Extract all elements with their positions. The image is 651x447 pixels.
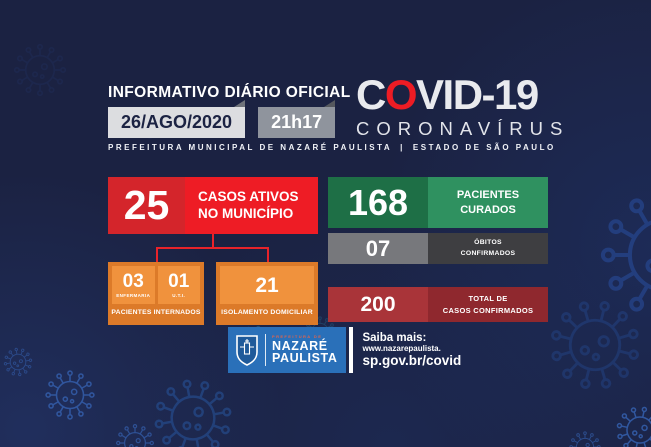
org-line <box>108 143 568 152</box>
logo-name-line2: PAULISTA <box>272 350 338 365</box>
hospitalized-caption: PACIENTES INTERNADOS <box>111 309 201 316</box>
icu-label: U.T.I. <box>172 293 186 298</box>
more-info-label: Saiba mais: <box>362 332 427 345</box>
active-cases-label-line2: NO MUNICÍPIO <box>198 205 294 221</box>
home-isolation-card <box>216 262 318 325</box>
website-url-line1[interactable]: www.nazarepaulista. <box>362 344 441 354</box>
deaths-value: 07 <box>328 233 428 264</box>
logo-name <box>272 335 337 365</box>
hospitalized-card <box>108 262 204 325</box>
connector-line <box>267 247 269 262</box>
logo-name-line1: NAZARÉ <box>272 339 328 354</box>
ward-label: ENFERMARIA <box>116 293 151 298</box>
isolation-value: 21 <box>255 273 279 297</box>
brand-letter-c: C <box>356 71 385 118</box>
connector-line <box>212 234 214 248</box>
date-chip: 26/AGO/2020 <box>108 107 245 138</box>
logo-top-caption: PREFEITURA DE <box>272 334 323 340</box>
total-cases-value: 200 <box>328 287 428 322</box>
deaths-card <box>328 233 548 264</box>
connector-line <box>156 247 158 262</box>
org-name: PREFEITURA MUNICIPAL DE NAZARÉ PAULISTA <box>108 143 393 152</box>
footer <box>228 327 461 373</box>
ward-value: 03 <box>122 271 144 292</box>
coronavirus-wordmark: CORONAVÍRUS <box>356 118 570 139</box>
connector-line <box>156 247 269 249</box>
time-chip: 21h17 <box>258 107 335 138</box>
isolation-tile <box>220 266 314 304</box>
recovered-label-line2: CURADOS <box>460 203 516 216</box>
total-cases-label-line2: CASOS CONFIRMADOS <box>442 305 534 315</box>
active-cases-card <box>108 177 318 234</box>
flow-connector <box>108 234 318 262</box>
recovered-label <box>428 177 548 228</box>
brand-letter-o-red: O <box>384 71 417 118</box>
state-name: ESTADO DE SÃO PAULO <box>412 143 556 152</box>
logo-divider <box>265 334 266 366</box>
city-logo <box>228 327 346 373</box>
brand-rest: VID-19 <box>416 71 538 118</box>
icu-value: 01 <box>168 271 190 292</box>
deaths-label-line2: CONFIRMADOS <box>460 249 516 257</box>
active-cases-label-line1: CASOS ATIVOS <box>198 189 299 205</box>
covid-brand <box>356 71 570 139</box>
total-cases-label-line1: TOTAL DE <box>468 294 508 304</box>
recovered-value: 168 <box>328 177 428 228</box>
org-separator: | <box>400 143 405 152</box>
active-cases-label <box>185 177 318 234</box>
icu-tile <box>158 266 201 304</box>
hospitalized-tiles <box>112 266 200 304</box>
total-cases-card <box>328 287 548 322</box>
more-info-block[interactable] <box>353 327 461 373</box>
date-time-row <box>108 107 335 138</box>
total-cases-label <box>428 287 548 322</box>
ward-tile <box>112 266 155 304</box>
isolation-caption: ISOLAMENTO DOMICILIAR <box>221 309 313 316</box>
deaths-label <box>428 233 548 264</box>
active-cases-value: 25 <box>108 177 185 234</box>
deaths-label-line1: ÓBITOS <box>474 239 502 247</box>
page-title: INFORMATIVO DIÁRIO OFICIAL <box>108 84 351 101</box>
website-url-line2[interactable]: sp.gov.br/covid <box>362 352 462 368</box>
covid-19-wordmark <box>356 71 569 118</box>
city-crest-icon <box>235 334 259 366</box>
isolation-tiles <box>220 266 314 304</box>
recovered-label-line1: PACIENTES <box>456 189 520 202</box>
recovered-card <box>328 177 548 228</box>
breakdown-row <box>108 262 318 325</box>
